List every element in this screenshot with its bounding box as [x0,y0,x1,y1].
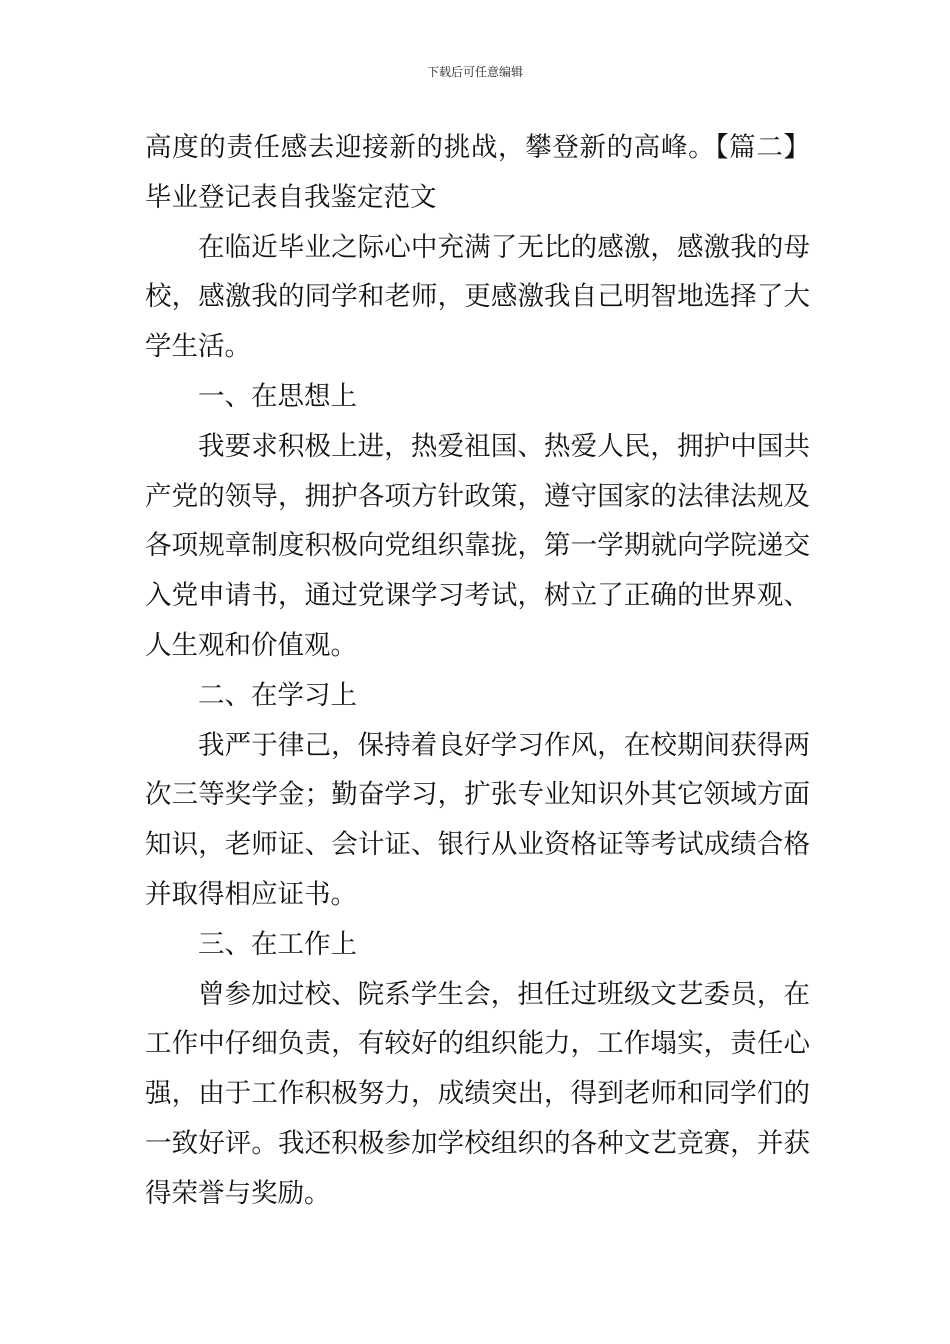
paragraph-continuation: 高度的责任感去迎接新的挑战，攀登新的高峰。【篇二】毕业登记表自我鉴定范文 [145,132,810,213]
paragraph-study: 我严于律己，保持着良好学习作风，在校期间获得两次三等奖学金；勤奋学习，扩张专业知识外其它领域方面知识，老师证、会计证、银行从业资格证等考试成绩合格并取得相应证书。 [145,729,810,910]
section-heading-ideology: 一、在思想上 [198,380,357,412]
section-heading-work: 三、在工作上 [198,928,357,960]
paragraph-ideology: 我要求积极上进，热爱祖国、热爱人民，拥护中国共产党的领导，拥护各项方针政策，遵守国家的法律法规及各项规章制度积极向党组织靠拢，第一学期就向学院递交入党申请书，通过党课学习考试，树立了正确的世界观、人生观和价值观。 [145,430,810,661]
document-body [145,123,810,1219]
page-header-note: 下载后可任意编辑 [426,65,523,79]
paragraph-intro: 在临近毕业之际心中充满了无比的感激，感激我的母校，感激我的同学和老师，更感激我自己明智地选择了大学生活。 [145,231,810,363]
paragraph-work: 曾参加过校、院系学生会，担任过班级文艺委员，在工作中仔细负责，有较好的组织能力，工作塌实，责任心强，由于工作积极努力，成绩突出，得到老师和同学们的一致好评。我还积极参加学校组织的各种文艺竞赛，并获得荣誉与奖励。 [145,978,810,1209]
section-heading-study: 二、在学习上 [198,679,357,711]
